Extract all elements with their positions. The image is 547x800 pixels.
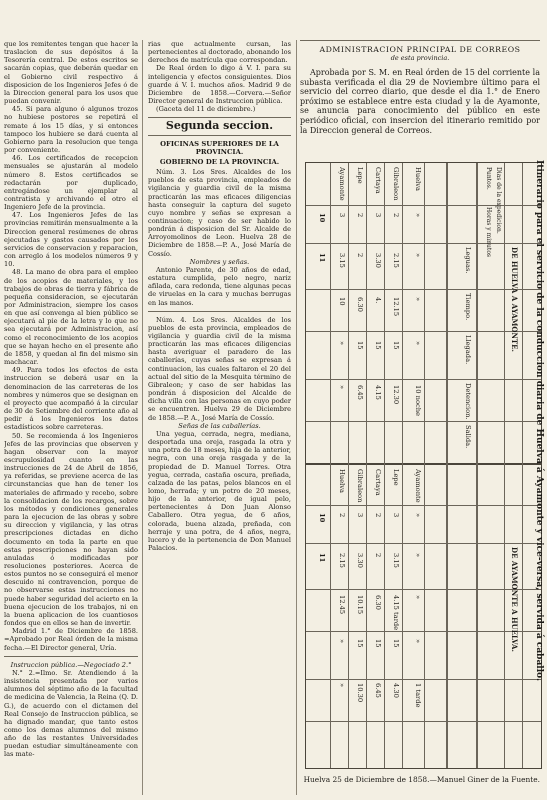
paragraph: Madrid 1.° de Diciembre de 1858. =Aprobado por Real órden de la misma fecha.—El Director general, Uría. — [4, 627, 138, 652]
grid-line — [306, 589, 541, 590]
grid-line — [330, 163, 331, 768]
stay-cell: 15 — [392, 639, 400, 648]
total-leagues: 10 — [318, 213, 326, 223]
stay-cell: 15 — [392, 341, 400, 350]
arrival-cell: 4. — [374, 297, 382, 304]
left-column — [4, 40, 138, 792]
grid-line — [504, 163, 505, 768]
arrival-cell: 12.15 — [392, 297, 400, 317]
paragraph: rias que actualmente cursan, las pertenecientes al doctorado, abonando los derechos de matrícula que correspondan. — [148, 40, 291, 65]
paragraph: 47. Los Ingenieros Jefes de las provincias remitirán mensualmente a la Direccion general resúmenes de obras ejecutadas y gastos causados por los servicios de conservacion y reparacion, con arreglo á los modelos números 9 y 10. — [4, 211, 138, 269]
divider — [148, 117, 291, 118]
stay-cell: » — [338, 341, 346, 346]
departure-cell: 6.45 — [356, 385, 364, 400]
leagues-cell: 3 — [356, 513, 364, 518]
subheading: Señas de las caballerías. — [178, 421, 261, 430]
paragraph: 45. Si para alguno ó algunos trozos no hubiese postores se repetirá el remate á los 15 días, y si entonces tampoco los hubiere se dará cuenta al Gobierno para la resolucion que tenga por conveniente. — [4, 105, 138, 155]
grid-line — [306, 505, 541, 506]
stay-cell: 15 — [356, 341, 364, 350]
gov-heading: GOBIERNO DE LA PROVINCIA. — [159, 157, 280, 166]
column-header: Dias de la expedicion. — [495, 167, 502, 234]
divider — [148, 135, 291, 136]
column-rule — [296, 40, 297, 795]
notice: Núm. 4. Los Sres. Alcaldes de los pueblos de esta provincia, empleados de vigilancia y guardia civil de la misma practicarán las mas eficaces diligencias hasta averiguar el paradero de las caballerías, cuyas señas se expresan á continuacion, las cuales faltaron el 20 del actual del sitio de la Mesquita término de Gibraleon; y caso de ser habidas las pondrán á disposicion del Alcalde de dicha villa con las personas en cuyo poder se encuentren. Huelva 29 de Diciembre de 1858.—P. A., José María de Cossío. — [148, 315, 291, 422]
leagues-cell: 2 — [356, 213, 364, 218]
subheading: Instruccion pública.—Negociado 2.° — [10, 660, 132, 669]
leagues-cell: 3 — [374, 213, 382, 218]
column-header: Horas y minutos — [485, 207, 492, 258]
time-cell: 2 — [356, 253, 364, 258]
departure-cell: 4.15 — [374, 385, 382, 400]
leagues-cell: 2 — [338, 513, 346, 518]
divider — [300, 40, 540, 41]
arrival-cell: 6.30 — [356, 297, 364, 312]
grid-line — [402, 163, 403, 768]
grid-line — [306, 543, 541, 544]
stay-cell: » — [338, 639, 346, 644]
grid-line — [348, 163, 349, 768]
grid-line — [384, 163, 385, 768]
itinerary-table — [305, 162, 542, 769]
grid-line — [522, 163, 523, 768]
stay-cell: 15 — [374, 341, 382, 350]
grid-line — [446, 163, 448, 768]
column-header: Leguas. — [464, 247, 472, 274]
paragraph: Antonio Parente, de 30 años de edad, estatura cumplida, pelo negro, nariz afilada, cara redonda, tiene algunas pecas de viruelas en la cara y muchas berrugas en las manos. — [148, 265, 291, 307]
intro-text — [300, 68, 540, 135]
column-rule — [142, 40, 143, 795]
place-name: Cartaya — [374, 469, 382, 496]
grid-line — [306, 721, 541, 722]
gaceta-reference: (Gaceta del 11 de diciembre.) — [156, 105, 256, 114]
arrival-cell: 10.15 — [356, 595, 364, 615]
paragraph: Una yegua, cerrada, negra, mediana, desportada una oreja, rasgada la otra y una potra de 18 meses, hija de la anterior, negra, con una oreja rasgada y de la propiedad de D. Manuel Torres. Otra yegua, cerrada, castaña oscura, preñada, calzada de las patas, pelos blancos en el lomo, herrada; y un potro de 20 meses, hijo de la anterior, de igual pelo, pertenecientes á Don Juan Alonso Caballero. Otra yegua, de 6 años, colorada, buena alzada, preñada, con herraje y una potra, de 4 años, negra, lucero y de la pertenencia de Don Manuel Palacios. — [148, 429, 291, 553]
paragraph: De Real órden lo digo á V. I. para su inteligencia y efectos consiguientes. Dios guarde á V. I. muchos años. Madrid 9 de Diciembre de 1858.—Corvera.—Señor Director general de Instruccion pública. — [148, 64, 291, 106]
section-title: DE AYAMONTE A HUELVA. — [510, 547, 519, 652]
column-header: Puntos. — [485, 167, 492, 190]
stay-cell: 15 — [374, 639, 382, 648]
offices-heading: OFICINAS SUPERIORES DE LA PROVINCIA. — [160, 139, 279, 156]
leagues-cell: 2 — [374, 513, 382, 518]
leagues-cell: 2 — [392, 213, 400, 218]
column-header: Detencion. — [464, 383, 472, 420]
leagues-cell: 3 — [338, 213, 346, 218]
section-title: DE HUELVA A AYAMONTE. — [510, 247, 519, 352]
place-name: Huelva — [414, 167, 422, 192]
departure-cell: » — [338, 683, 346, 688]
grid-line — [306, 421, 541, 422]
divider — [4, 656, 138, 657]
arrival-cell: 12.45 — [338, 595, 346, 615]
departure-cell: 10 noche — [414, 385, 422, 416]
arrival-cell: » — [414, 297, 422, 302]
grid-line — [306, 679, 541, 680]
place-name: Lepe — [356, 167, 364, 184]
total-leagues: 10 — [318, 513, 326, 523]
arrival-cell: 4.15 tarde — [392, 595, 400, 631]
time-cell: 2.15 — [392, 253, 400, 268]
section-title: Segunda seccion. — [165, 119, 274, 133]
signature: Huelva 25 de Diciembre de 1858.—Manuel Giner de la Fuente. — [303, 775, 540, 784]
arrival-cell: 6.30 — [374, 595, 382, 610]
grid-line — [476, 163, 478, 768]
time-cell: 3.15 — [338, 253, 346, 268]
time-cell: » — [414, 553, 422, 558]
time-cell: 2.15 — [338, 553, 346, 568]
grid-line — [424, 163, 425, 768]
grid-line — [366, 163, 367, 768]
grid-line — [306, 289, 541, 290]
arrival-cell: » — [414, 595, 422, 600]
leagues-cell: 3 — [392, 513, 400, 518]
grid-line — [306, 379, 541, 380]
paragraph: 46. Los certificados de recepcion mensuales se ajustarán al modelo número 8. Estos certificados se redactarán por duplicado, entregándose un ejemplar al contratista y archivando el otro el Ingeniero Jefe de la provincia. — [4, 154, 138, 212]
departure-cell: 10.30 — [356, 683, 364, 703]
time-cell: » — [414, 253, 422, 258]
time-cell: 3.30 — [356, 553, 364, 568]
grid-line — [306, 631, 541, 632]
paragraph: N.° 2.=Ilmo. Sr. Atendiendo á la insistencia presentada por varios alumnos del séptimo año de la facultad de medicina de Valencia, la Reina (Q. D. G.), de acuerdo con el dictamen del Real Consejo de Instruccion pública, se ha dignado mandar, que tanto estos como los demas alumnos del mismo año de las restantes Universidades puedan estudiar simultáneamente con las mate- — [4, 668, 138, 759]
column-header: Tiempo. — [464, 293, 472, 321]
time-cell: 3.15 — [392, 553, 400, 568]
grid-line — [306, 205, 541, 206]
column-header: Salida. — [464, 425, 472, 449]
arrival-cell: 10 — [338, 297, 346, 306]
place-name: Gibraleon — [356, 469, 364, 503]
grid-line — [306, 331, 541, 332]
time-cell: 3.30 — [374, 253, 382, 268]
administration-title: ADMINISTRACION PRINCIPAL DE CORREOS — [319, 45, 521, 54]
place-name: Gibraleon — [392, 167, 400, 201]
place-name: Lepe — [392, 469, 400, 486]
place-name: Ayamonte — [414, 469, 422, 503]
time-cell: 2 — [374, 553, 382, 558]
leagues-cell: » — [414, 213, 422, 218]
total-time: 11 — [318, 253, 326, 263]
divider — [148, 311, 291, 312]
administration-subtitle: de esta provincia. — [390, 54, 450, 62]
paragraph: que los remitentes tengan que hacer la traslacion de sus depósitos á la Tesorería central. De estos escritos se sacarán copias, que deberán quedar en el Gobierno civil respectivo á disposicion de los Ingenieros Jefes ó de la Direccion general para los usos que puedan convenir. — [4, 40, 138, 106]
paragraph: Aprobada por S. M. en Real órden de 15 del corriente la subasta verificada el dia 29 de Noviembre último para el servicio del correo diario, que desde el dia 1.° de Enero próximo se establece entre esta ciudad y la de Ayamonte, se anuncia para conocimiento del público en este periódico oficial, con insercion del itinerario remitido por la Direccion general de Correos. — [300, 68, 540, 135]
departure-cell: » — [338, 385, 346, 390]
departure-cell: 1 tarde — [414, 683, 422, 708]
paragraph: 50. Se recomienda á los Ingenieros Jefes de las provincias que observen y hagan observar con la mayor escrupulosidad cuanto en las instrucciones de 24 de Abril de 1856, ya referidas, se previene acerca de las circunstancias que han de tener los materiales de afirmado y recebo, sobre la consolidacion de los recargos, sobre los métodos y condiciones generales para la ejecucion de las obras y sobre su direccion y vigilancia, y las otras prescripciones dictadas en dicho documento en toda la parte en que estas prescripciones no hayan sido anuladas ó modificadas por resoluciones posteriores. Acerca de estos puntos no se conseguirá el menor descuido ni contravencion, porque de no observarse estas instrucciones no puede haber seguridad del acierto en la buena ejecucion de los trabajos, ni en la buena aplicacion de los cuantiosos fondos que en ellos se han de invertir. — [4, 431, 138, 628]
place-name: Huelva — [338, 469, 346, 494]
departure-cell: 6.45 — [374, 683, 382, 698]
stay-cell: » — [414, 341, 422, 346]
place-name: Cartaya — [374, 167, 382, 194]
subheading: Nombres y señas. — [189, 257, 250, 266]
stay-cell: 15 — [356, 639, 364, 648]
itinerary-title: Itinerario para el servicio de la conduccion diaria de Huelva á Ayamonte y vice-versa, servida á caballo. — [534, 160, 544, 682]
leagues-cell: » — [414, 513, 422, 518]
column-header: Llegada. — [464, 335, 472, 365]
departure-cell: 12.30 — [392, 385, 400, 405]
paragraph: 49. Para todos los efectos de esta instruccion se deberá usar en la denominacion de las carreteras de los nombres y números que se designan en el proyecto que acompañó á la circular de 30 de Setiembre del corriente año al pedir á los Ingenieros los datos estadísticos sobre carreteras. — [4, 366, 138, 432]
stay-cell: » — [414, 639, 422, 644]
notice: Núm. 3. Los Sres. Alcaldes de los pueblos de esta provincia, empleados de vigilancia y guardia civil de la misma practicarán las mas eficaces diligencias hasta conseguir la captura del sugeto cuyo nombre y señas se expresan a continuacion; y caso de ser habido lo pondrán á disposicion del Sr. Alcalde de Arroyomolinos de Leon. Huelva 28 de Diciembre de 1858.—P. A., José María de Cossío. — [148, 168, 291, 258]
grid-line — [306, 243, 541, 244]
total-time: 11 — [318, 553, 326, 563]
middle-column — [148, 40, 291, 792]
departure-cell: 4.30 — [392, 683, 400, 698]
place-name: Ayamonte — [338, 167, 346, 201]
paragraph: 48. La mano de obra para el empleo de los acopios de materiales, y los trabajos de obras de tierra y fábrica de pequeña consideracion, se ejecutarán por Administracion, siempre los casos en que así convenga al bien público se ejecutará al pie de la letra y lo que no sea ejecutará por Administracion, así como el reconocimiento de los acopios que se hayan hecho en el presente año de 1858, y quedan al fin del mismo sin machacar. — [4, 268, 138, 367]
